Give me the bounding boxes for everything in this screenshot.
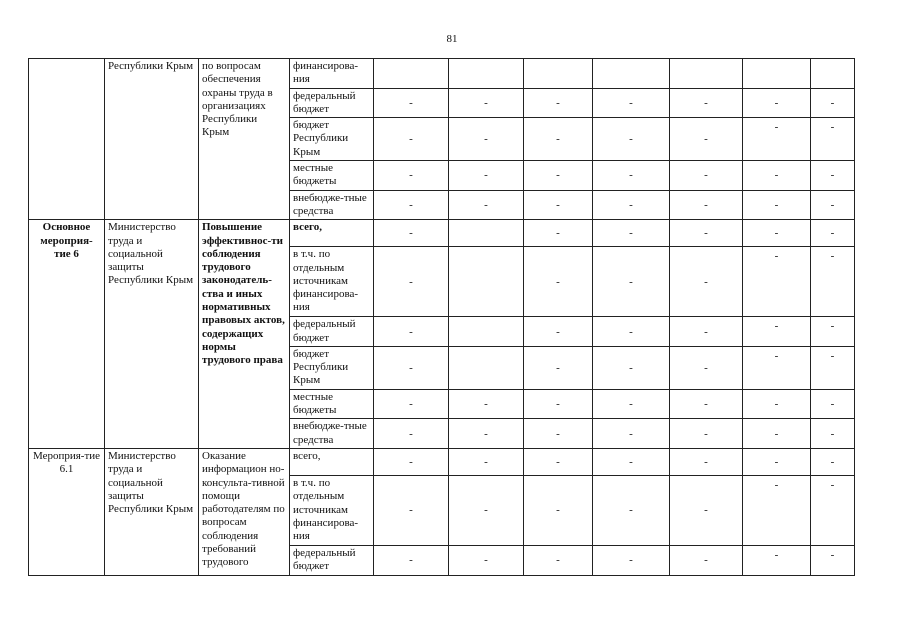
value-text: - [629, 325, 633, 338]
value-text: - [830, 427, 835, 440]
value-text: - [409, 554, 413, 567]
value-text: - [774, 121, 779, 134]
value-cell [670, 346, 743, 389]
value-text: - [409, 504, 413, 517]
activity-name-cell: Оказание информацион но-консульта-тивной помощи работодателям по вопросам соблюдения требований трудового [199, 448, 290, 575]
value-cell [743, 317, 811, 347]
value-text: - [830, 96, 835, 109]
value-cell [811, 317, 855, 347]
value-cell [449, 247, 524, 317]
funding-source-cell: федеральный бюджет [290, 88, 374, 118]
value-text: - [774, 250, 779, 263]
value-text: - [704, 427, 708, 440]
value-cell [524, 161, 593, 191]
funding-source-cell: федеральный бюджет [290, 545, 374, 575]
value-text: - [409, 361, 413, 374]
value-cell [743, 346, 811, 389]
value-cell [593, 247, 670, 317]
activity-code-cell [29, 59, 105, 220]
value-cell [449, 389, 524, 419]
value-cell [374, 317, 449, 347]
value-cell [743, 247, 811, 317]
value-text: - [774, 427, 779, 440]
value-cell [524, 118, 593, 161]
value-cell [374, 448, 449, 475]
value-cell [670, 389, 743, 419]
value-cell [670, 220, 743, 247]
value-cell [670, 545, 743, 575]
value-text: - [629, 198, 633, 211]
value-cell [449, 59, 524, 89]
value-text: - [704, 227, 708, 240]
value-cell [593, 190, 670, 220]
value-cell [524, 545, 593, 575]
value-cell [449, 448, 524, 475]
value-text: - [774, 548, 779, 561]
value-text: - [556, 96, 560, 109]
value-cell [811, 419, 855, 449]
value-text: - [629, 227, 633, 240]
value-cell [374, 247, 449, 317]
value-text: - [830, 121, 835, 134]
value-text: - [774, 198, 779, 211]
value-cell [593, 475, 670, 545]
value-text: - [830, 198, 835, 211]
value-text: - [629, 275, 633, 288]
value-text: - [704, 198, 708, 211]
value-text: - [556, 275, 560, 288]
value-cell [524, 475, 593, 545]
value-cell [449, 190, 524, 220]
value-cell [374, 389, 449, 419]
value-cell [811, 545, 855, 575]
value-text: - [704, 361, 708, 374]
funding-source-cell: бюджет Республики Крым [290, 346, 374, 389]
funding-source-cell: местные бюджеты [290, 161, 374, 191]
value-text: - [830, 169, 835, 182]
value-text: - [774, 227, 779, 240]
value-cell [449, 475, 524, 545]
value-cell [743, 161, 811, 191]
value-cell [593, 88, 670, 118]
value-cell [811, 247, 855, 317]
value-text: - [556, 325, 560, 338]
table-row [29, 448, 855, 475]
value-cell [811, 448, 855, 475]
value-text: - [704, 325, 708, 338]
value-text: - [629, 554, 633, 567]
value-text: - [629, 455, 633, 468]
activity-name-cell: по вопросам обеспечения охраны труда в организациях Республики Крым [199, 59, 290, 220]
funding-source-cell: всего, [290, 448, 374, 475]
value-text: - [704, 275, 708, 288]
value-text: - [484, 169, 488, 182]
funding-source-cell: внебюдже-тные средства [290, 419, 374, 449]
value-text: - [556, 427, 560, 440]
activity-name-cell: Повышение эффективнос-ти соблюдения трудового законодатель-ства и иных нормативных правовых актов, содержащих нормы трудового права [199, 220, 290, 449]
value-text: - [556, 504, 560, 517]
table-body [29, 59, 855, 576]
value-cell [811, 346, 855, 389]
value-cell [743, 220, 811, 247]
value-text: - [556, 169, 560, 182]
value-cell [670, 317, 743, 347]
value-text: - [830, 349, 835, 362]
value-cell [524, 389, 593, 419]
value-text: - [830, 320, 835, 333]
value-text: - [629, 133, 633, 146]
value-text: - [629, 504, 633, 517]
value-cell [524, 88, 593, 118]
value-cell [449, 88, 524, 118]
value-cell [524, 346, 593, 389]
value-cell [449, 118, 524, 161]
value-cell [593, 118, 670, 161]
value-text: - [830, 478, 835, 491]
value-text: - [704, 169, 708, 182]
value-text: - [830, 398, 835, 411]
activity-code-cell: Основное мероприя-тие 6 [29, 220, 105, 449]
value-cell [743, 545, 811, 575]
value-text: - [484, 554, 488, 567]
value-cell [811, 59, 855, 89]
executor-cell: Республики Крым [105, 59, 199, 220]
value-text: - [629, 398, 633, 411]
program-table [28, 58, 855, 576]
value-cell [743, 118, 811, 161]
value-text: - [774, 96, 779, 109]
value-cell [524, 220, 593, 247]
value-cell [811, 190, 855, 220]
funding-source-cell: в т.ч. по отдельным источникам финансирова-ния [290, 475, 374, 545]
value-cell [593, 317, 670, 347]
value-cell [593, 448, 670, 475]
value-text: - [830, 548, 835, 561]
executor-cell: Министерство труда и социальной защиты Республики Крым [105, 220, 199, 449]
value-cell [374, 346, 449, 389]
value-text: - [704, 133, 708, 146]
value-cell [374, 220, 449, 247]
value-cell [811, 161, 855, 191]
value-cell [374, 118, 449, 161]
value-text: - [629, 169, 633, 182]
value-cell [449, 346, 524, 389]
value-text: - [409, 133, 413, 146]
value-text: - [830, 250, 835, 263]
value-text: - [774, 349, 779, 362]
funding-source-cell: в т.ч. по отдельным источникам финансирова-ния [290, 247, 374, 317]
value-cell [743, 389, 811, 419]
value-cell [524, 190, 593, 220]
funding-source-cell: финансирова-ния [290, 59, 374, 89]
funding-source-cell: местные бюджеты [290, 389, 374, 419]
value-cell [524, 419, 593, 449]
funding-source-cell: федеральный бюджет [290, 317, 374, 347]
value-cell [593, 346, 670, 389]
value-cell [374, 419, 449, 449]
value-text: - [774, 398, 779, 411]
funding-source-cell: всего, [290, 220, 374, 247]
executor-cell: Министерство труда и социальной защиты Республики Крым [105, 448, 199, 575]
value-cell [670, 118, 743, 161]
value-cell [593, 161, 670, 191]
value-text: - [704, 504, 708, 517]
value-text: - [484, 398, 488, 411]
value-cell [449, 161, 524, 191]
value-text: - [629, 427, 633, 440]
value-text: - [704, 96, 708, 109]
value-cell [670, 59, 743, 89]
value-text: - [774, 455, 779, 468]
value-text: - [409, 275, 413, 288]
value-text: - [409, 455, 413, 468]
value-text: - [409, 325, 413, 338]
value-cell [670, 419, 743, 449]
value-cell [593, 545, 670, 575]
value-text: - [556, 198, 560, 211]
value-cell [670, 88, 743, 118]
value-text: - [704, 554, 708, 567]
value-cell [524, 59, 593, 89]
value-cell [449, 317, 524, 347]
value-cell [524, 247, 593, 317]
value-text: - [484, 96, 488, 109]
value-cell [374, 161, 449, 191]
value-cell [374, 190, 449, 220]
value-cell [811, 88, 855, 118]
value-text: - [484, 504, 488, 517]
value-text: - [629, 96, 633, 109]
value-cell [374, 59, 449, 89]
value-text: - [556, 227, 560, 240]
value-cell [593, 220, 670, 247]
value-cell [449, 419, 524, 449]
value-cell [449, 545, 524, 575]
value-text: - [629, 361, 633, 374]
value-cell [524, 317, 593, 347]
value-text: - [409, 96, 413, 109]
value-cell [811, 389, 855, 419]
activity-code-cell: Мероприя-тие 6.1 [29, 448, 105, 575]
value-cell [811, 475, 855, 545]
value-cell [743, 419, 811, 449]
value-text: - [409, 169, 413, 182]
value-cell [374, 475, 449, 545]
value-cell [743, 475, 811, 545]
funding-source-cell: внебюдже-тные средства [290, 190, 374, 220]
value-text: - [409, 398, 413, 411]
value-text: - [556, 361, 560, 374]
value-text: - [556, 455, 560, 468]
value-text: - [556, 554, 560, 567]
value-cell [524, 448, 593, 475]
value-cell [670, 247, 743, 317]
value-text: - [409, 427, 413, 440]
value-cell [743, 190, 811, 220]
value-cell [593, 419, 670, 449]
value-cell [593, 389, 670, 419]
value-cell [374, 88, 449, 118]
funding-source-cell: бюджет Республики Крым [290, 118, 374, 161]
value-text: - [409, 227, 413, 240]
value-cell [743, 448, 811, 475]
page-number: 81 [446, 33, 458, 45]
value-text: - [484, 198, 488, 211]
value-text: - [704, 398, 708, 411]
value-text: - [830, 455, 835, 468]
value-text: - [484, 133, 488, 146]
value-cell [670, 475, 743, 545]
value-text: - [830, 227, 835, 240]
value-text: - [556, 133, 560, 146]
table-row [29, 59, 855, 89]
value-text: - [409, 198, 413, 211]
value-cell [811, 220, 855, 247]
value-cell [670, 448, 743, 475]
value-cell [670, 190, 743, 220]
value-cell [743, 59, 811, 89]
value-cell [811, 118, 855, 161]
value-text: - [774, 169, 779, 182]
value-text: - [704, 455, 708, 468]
value-cell [743, 88, 811, 118]
value-cell [374, 545, 449, 575]
value-text: - [484, 427, 488, 440]
table-row [29, 220, 855, 247]
value-text: - [556, 398, 560, 411]
value-cell [449, 220, 524, 247]
value-text: - [484, 455, 488, 468]
value-cell [593, 59, 670, 89]
value-cell [670, 161, 743, 191]
value-text: - [774, 478, 779, 491]
value-text: - [774, 320, 779, 333]
